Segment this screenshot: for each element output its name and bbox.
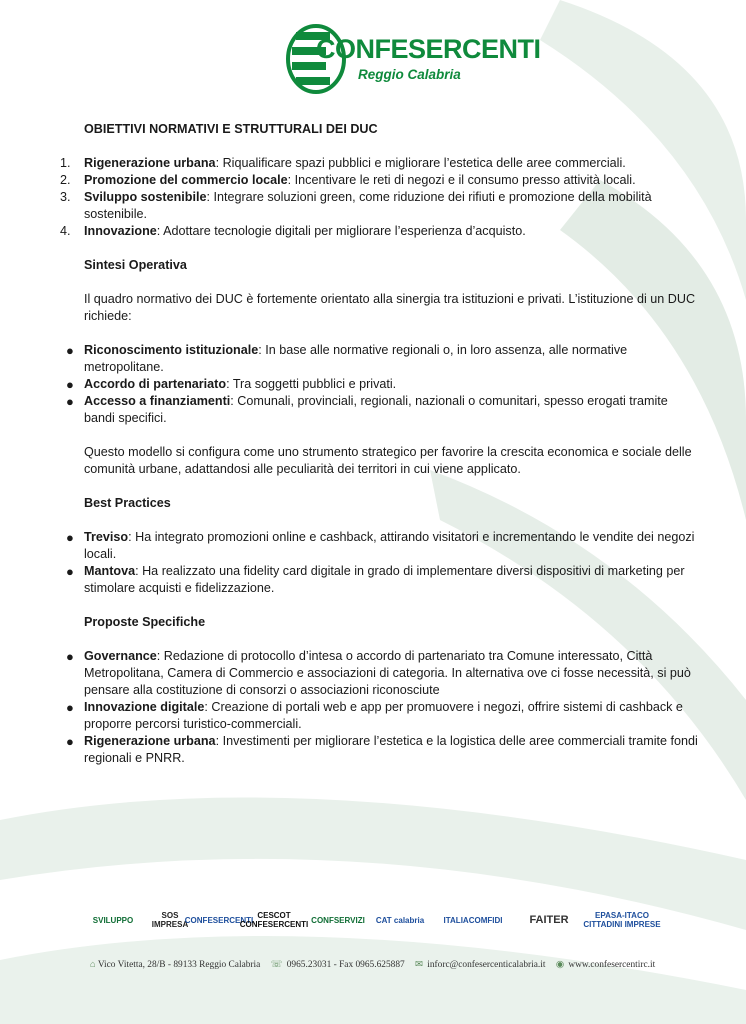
page-title: OBIETTIVI NORMATIVI E STRUTTURALI DEI DUC xyxy=(84,122,378,136)
footer-website[interactable]: www.confesercentirc.it xyxy=(568,960,656,970)
logo-sub-text: Reggio Calabria xyxy=(358,67,461,82)
partner-logos xyxy=(88,898,668,944)
list-item: ● Accordo di partenariato: Tra soggetti pubblici e privati. xyxy=(66,377,397,392)
list-item: 1. Rigenerazione urbana: Riqualificare spazi pubblici e migliorare l’estetica delle aree commerciali. xyxy=(60,156,626,170)
sintesi-intro: Il quadro normativo dei DUC è fortemente orientato alla sinergia tra istituzioni e privati. L’istituzione di un DUC richiede: xyxy=(84,292,696,323)
document-body xyxy=(60,120,700,767)
faiter-logo: FAITER xyxy=(529,913,569,926)
best-practices-heading: Best Practices xyxy=(84,496,171,510)
objectives-list xyxy=(60,155,700,240)
list-item: ● Riconoscimento istituzionale: In base alle normative regionali o, in loro assenza, alle normative metropolitane. xyxy=(66,343,628,374)
list-item: 4. Innovazione: Adottare tecnologie digitali per migliorare l’esperienza d’acquisto. xyxy=(60,224,526,238)
phone-icon: ☏ xyxy=(270,960,283,970)
confesercenti-small-logo: CONFESERCENTI xyxy=(184,915,254,925)
sintesi-list xyxy=(60,342,700,427)
email-icon: ✉ xyxy=(415,960,423,970)
italiacomfidi-logo: ITALIACOMFIDI xyxy=(443,915,503,925)
sviluppo-logo: SVILUPPO xyxy=(92,915,134,925)
footer-address: Vico Vitetta, 28/B - 89133 Reggio Calabria xyxy=(97,960,261,970)
confservizi-logo: CONFSERVIZI xyxy=(311,915,365,925)
footer-contact xyxy=(90,957,690,974)
footer-email[interactable]: inforc@confesercenticalabria.it xyxy=(427,960,546,970)
list-item: ● Accesso a finanziamenti: Comunali, provinciali, regionali, nazionali o comunitari, spesso erogati tramite bandi specifici. xyxy=(66,394,668,425)
confesercenti-logo xyxy=(286,22,541,96)
location-icon: ⌂ xyxy=(90,960,96,970)
list-item: 3. Sviluppo sostenibile: Integrare soluzioni green, come riduzione dei rifiuti e promozione della mobilità sostenibile. xyxy=(60,190,652,221)
list-item: ● Treviso: Ha integrato promozioni online e cashback, attirando visitatori e incrementando le vendite dei negozi locali. xyxy=(66,530,695,561)
proposte-list xyxy=(60,648,700,767)
footer-phone: 0965.23031 - Fax 0965.625887 xyxy=(286,960,405,970)
logo-main-text: CONFESERCENTI xyxy=(316,34,541,64)
sintesi-heading: Sintesi Operativa xyxy=(84,258,187,272)
list-item: ● Rigenerazione urbana: Investimenti per migliorare l’estetica e la logistica delle aree commerciali tramite fondi regionali e PNRR. xyxy=(66,734,698,765)
epasa-itaco-logo: EPASA-ITACO CITTADINI IMPRESE xyxy=(583,911,661,929)
cescot-logo: CESCOT CONFESERCENTI xyxy=(239,911,309,929)
cat-calabria-logo: CAT calabria xyxy=(375,915,425,925)
list-item: ● Innovazione digitale: Creazione di portali web e app per promuovere i negozi, offrire sistemi di cashback e proporre percorsi turistico-commerciali. xyxy=(66,700,683,731)
list-item: 2. Promozione del commercio locale: Incentivare le reti di negozi e il consumo presso attività locali. xyxy=(60,173,636,187)
sintesi-outro: Questo modello si configura come uno strumento strategico per favorire la crescita economica e sociale delle comunità urbane, adattandosi alle peculiarità dei territori in cui viene applicato. xyxy=(84,445,692,476)
sos-impresa-logo: SOS IMPRESA xyxy=(151,911,189,929)
proposte-heading: Proposte Specifiche xyxy=(84,615,206,629)
list-item: ● Governance: Redazione di protocollo d’intesa o accordo di partenariato tra Comune interessato, Città Metropolitana, Camera di Commercio e associazioni di categoria. In alternativa ove ci fosse necessità, si può pensare alla costituzione di consorzi o associazioni riconosciute xyxy=(66,649,691,697)
list-item: ● Mantova: Ha realizzato una fidelity card digitale in grado di implementare diversi dispositivi di marketing per stimolare acquisti e fidelizzazione. xyxy=(66,564,685,595)
best-practices-list xyxy=(60,529,700,597)
web-icon: ◉ xyxy=(555,960,564,970)
